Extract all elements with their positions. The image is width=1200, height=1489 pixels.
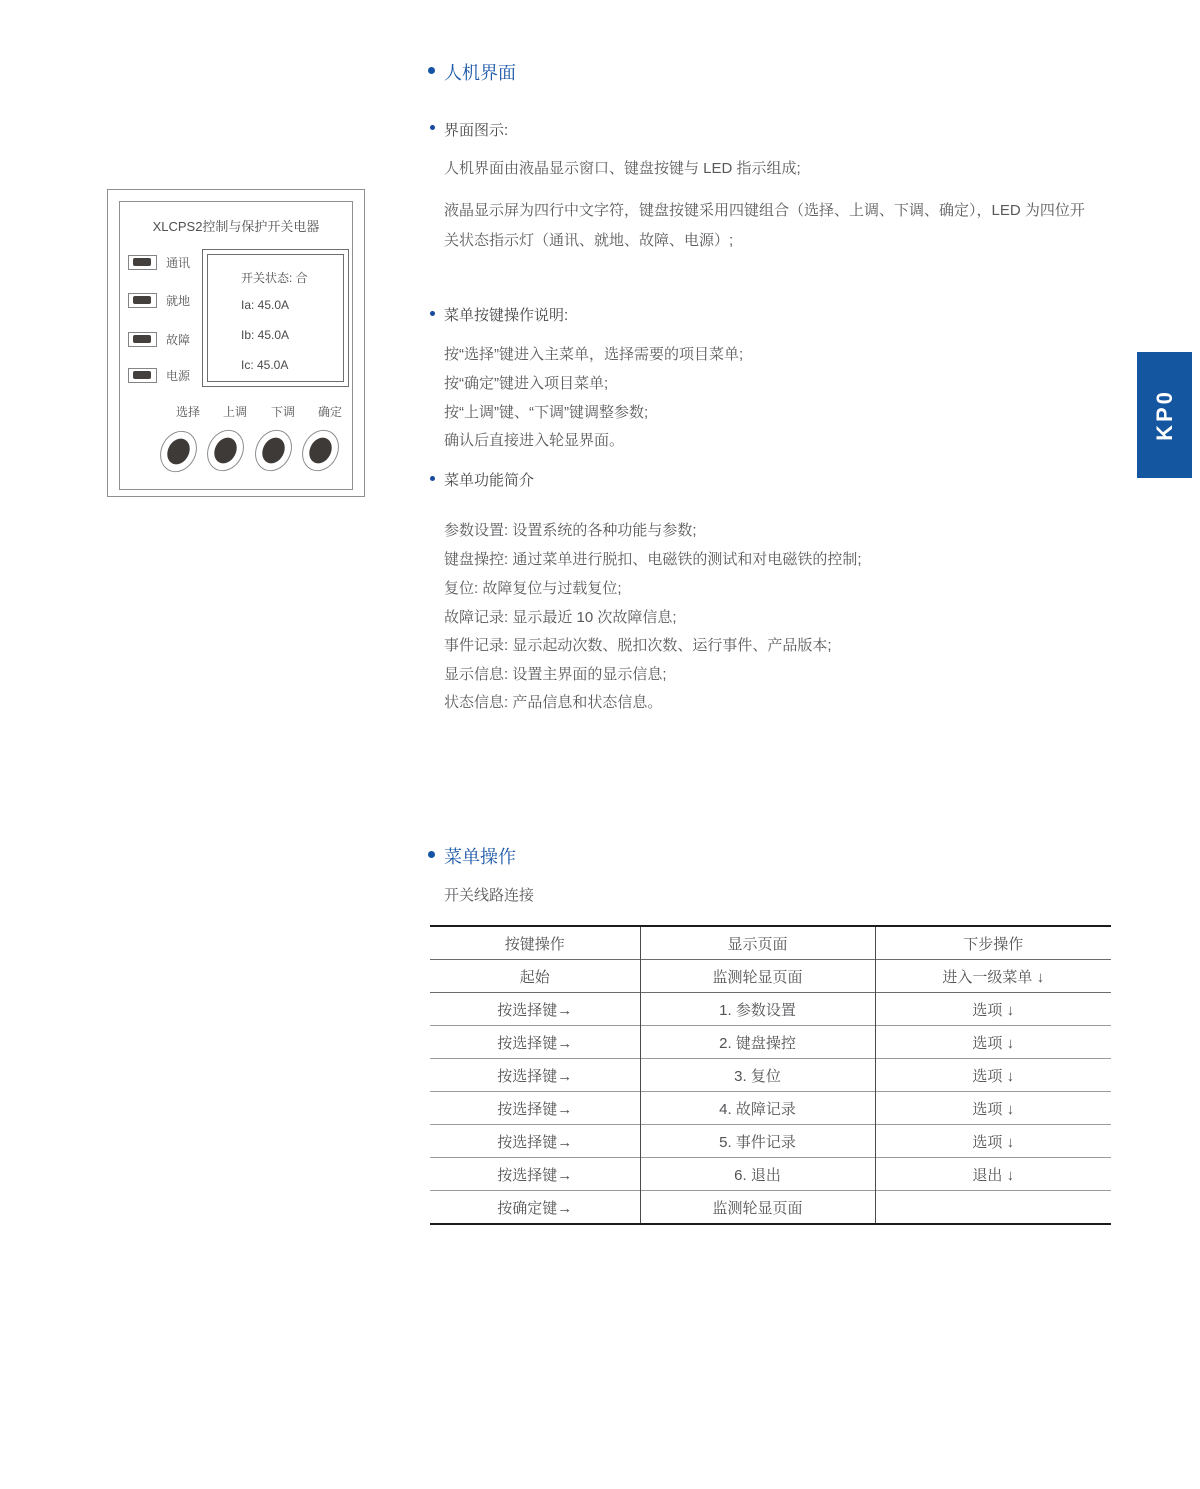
keyops-line: 按“选择”键进入主菜单，选择需要的项目菜单;: [444, 346, 744, 363]
lcd-line-ia: Ia: 45.0A: [241, 298, 290, 312]
table-row: [430, 993, 1111, 1026]
table-cell: 监测轮显页面: [640, 1191, 875, 1225]
bullet-icon: [430, 311, 435, 316]
button-label-down: 下调: [270, 405, 295, 419]
para-lcd-description-line2: 关状态指示灯（通讯、就地、故障、电源）;: [444, 232, 734, 249]
column-header: 下步操作: [963, 935, 1024, 953]
led-icon: [128, 332, 157, 347]
table-cell: 6. 退出: [640, 1158, 875, 1191]
bullet-icon: [430, 125, 435, 130]
button-label-select: 选择: [175, 405, 200, 419]
table-row: [430, 1092, 1111, 1125]
led-icon: [128, 368, 157, 383]
down-button-icon: [248, 423, 299, 477]
led-label: 电源: [166, 369, 191, 383]
table-row: [430, 1158, 1111, 1191]
lcd-display: [202, 249, 349, 387]
led-indicator-local: [128, 293, 190, 308]
keyops-line: 按“确定”键进入项目菜单;: [444, 375, 609, 392]
confirm-button-icon: [295, 423, 346, 477]
table-header-row: [430, 926, 1111, 960]
led-indicator-comm: [128, 255, 190, 270]
lcd-screen: [207, 254, 344, 382]
table-row: [430, 1026, 1111, 1059]
table-cell: 选项 ↓: [972, 1067, 1015, 1085]
led-label: 就地: [166, 294, 191, 308]
subheading-interface-diagram: 界面图示:: [444, 122, 509, 139]
menu-operation-subtitle: 开关线路连接: [444, 887, 535, 904]
keyops-line: 按“上调”键、“下调”键调整参数;: [444, 404, 649, 421]
table-cell: 按选择键→: [497, 1133, 573, 1151]
table-cell: 按确定键→: [497, 1199, 573, 1217]
para-lcd-description-line1: 液晶显示屏为四行中文字符，键盘按键采用四键组合（选择、上调、下调、确定），LED 为四位开: [444, 202, 1085, 219]
table-cell: 3. 复位: [640, 1059, 875, 1092]
column-header: 按键操作: [504, 935, 565, 953]
table-cell: 1. 参数设置: [640, 993, 875, 1026]
section-bullet-icon: [428, 67, 435, 74]
led-label: 通讯: [166, 256, 191, 270]
table-cell: 进入一级菜单 ↓: [942, 968, 1045, 986]
function-item: 参数设置: 设置系统的各种功能与参数;: [444, 522, 697, 539]
table-cell: 选项 ↓: [972, 1133, 1015, 1151]
function-item: 事件记录: 显示起动次数、脱扣次数、运行事件、产品版本;: [444, 637, 832, 654]
lcd-line-ib: Ib: 45.0A: [241, 328, 290, 342]
device-title: XLCPS2控制与保护开关电器: [152, 219, 320, 234]
table-cell: 选项 ↓: [972, 1001, 1015, 1019]
table-row: [430, 1059, 1111, 1092]
table-cell: 退出 ↓: [972, 1166, 1015, 1184]
table-row: [430, 1125, 1111, 1158]
table-cell: 按选择键→: [497, 1067, 573, 1085]
function-item: 故障记录: 显示最近 10 次故障信息;: [444, 609, 677, 626]
side-tab-label: KP0: [1151, 389, 1177, 441]
table-row: [430, 1191, 1111, 1225]
table-cell: 监测轮显页面: [640, 960, 875, 993]
function-item: 状态信息: 产品信息和状态信息。: [444, 694, 663, 711]
section-title-hmi: 人机界面: [444, 63, 516, 83]
table-cell: 选项 ↓: [972, 1100, 1015, 1118]
table-cell: 4. 故障记录: [640, 1092, 875, 1125]
button-label-confirm: 确定: [317, 405, 342, 419]
table-cell: [875, 1191, 1111, 1225]
function-item: 键盘操控: 通过菜单进行脱扣、电磁铁的测试和对电磁铁的控制;: [444, 551, 862, 568]
function-item: 复位: 故障复位与过载复位;: [444, 580, 622, 597]
table-cell: 5. 事件记录: [640, 1125, 875, 1158]
led-indicator-power: [128, 368, 190, 383]
table-cell: 按选择键→: [497, 1034, 573, 1052]
table-cell: 起始: [519, 968, 550, 986]
select-button-icon: [153, 424, 204, 478]
device-panel-figure: [107, 189, 365, 497]
page-side-tab: [1137, 352, 1192, 478]
up-button-icon: [200, 423, 251, 477]
table-cell: 选项 ↓: [972, 1034, 1015, 1052]
button-label-up: 上调: [222, 405, 247, 419]
table-cell: 按选择键→: [497, 1166, 573, 1184]
table-cell: 按选择键→: [497, 1100, 573, 1118]
section-title-menu-operation: 菜单操作: [444, 847, 516, 867]
bullet-icon: [430, 476, 435, 481]
lcd-line-ic: Ic: 45.0A: [241, 358, 289, 372]
led-label: 故障: [166, 333, 191, 347]
table-cell: 2. 键盘操控: [640, 1026, 875, 1059]
subheading-menu-key-ops: 菜单按键操作说明:: [444, 307, 569, 324]
table-cell: 按选择键→: [497, 1001, 573, 1019]
para-interface-composition: 人机界面由液晶显示窗口、键盘按键与 LED 指示组成;: [444, 160, 801, 177]
led-indicator-fault: [128, 332, 190, 347]
table-row: [430, 960, 1111, 993]
section-bullet-icon: [428, 851, 435, 858]
keyops-line: 确认后直接进入轮显界面。: [444, 432, 625, 449]
function-item: 显示信息: 设置主界面的显示信息;: [444, 666, 667, 683]
led-icon: [128, 293, 157, 308]
lcd-line-switch-state: 开关状态: 合: [241, 271, 308, 285]
device-panel-faceplate: [119, 201, 353, 490]
subheading-menu-functions: 菜单功能简介: [444, 472, 535, 489]
menu-operation-table: [430, 925, 1111, 1225]
led-icon: [128, 255, 157, 270]
column-header: 显示页面: [640, 926, 875, 960]
